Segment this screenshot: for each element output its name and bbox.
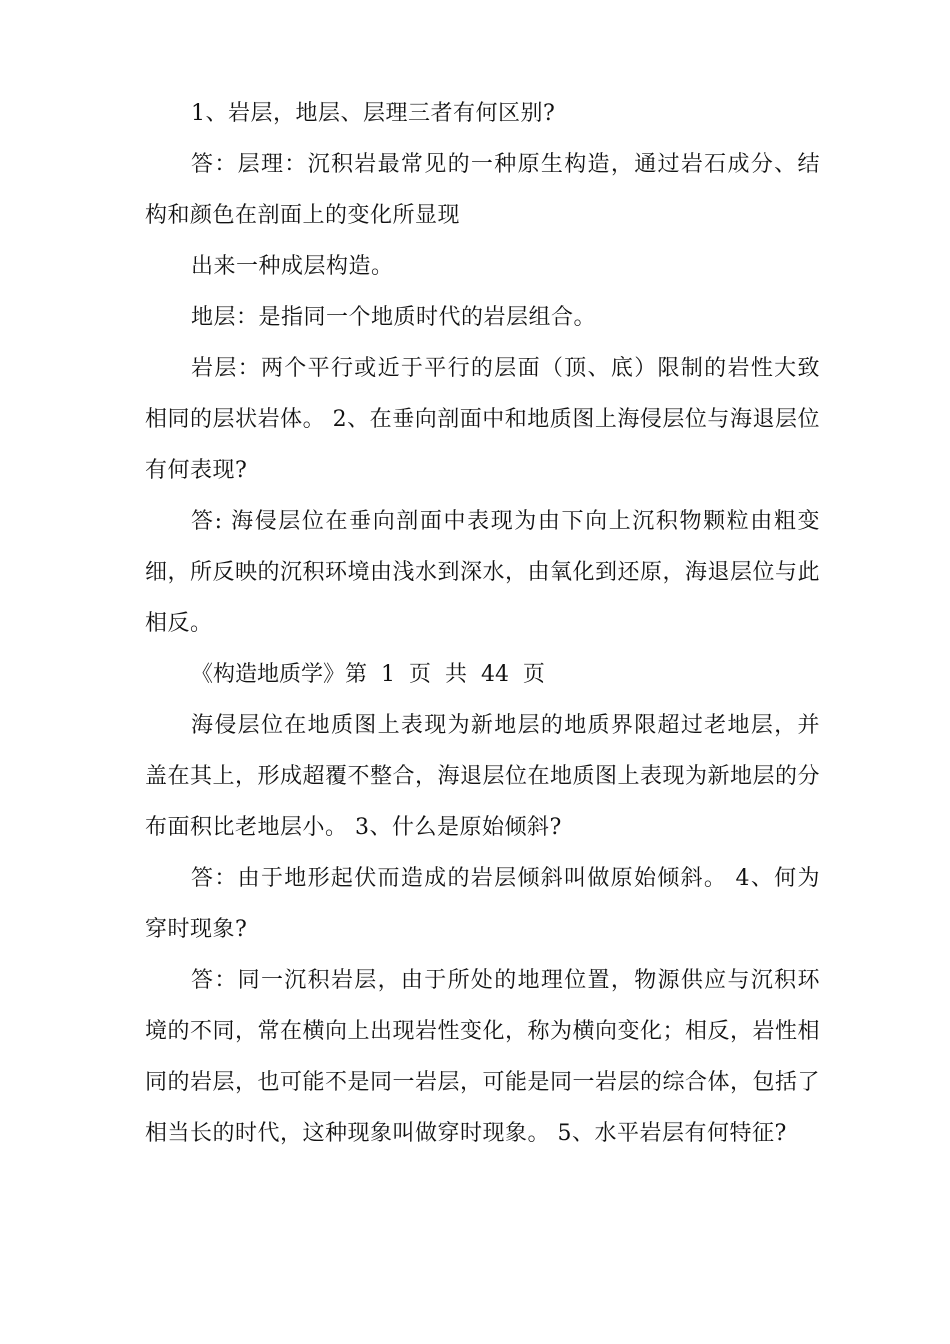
page-footer: 《构造地质学》第 1 页 共 44 页: [191, 662, 545, 687]
answer-4-and-question-5: 答：同一沉积岩层，由于所处的地理位置，物源供应与沉积环境的不同，常在横向上出现岩性变化，称为横向变化；相反，岩性相同的岩层，也可能不是同一岩层，可能是同一岩层的综合体，包括了相当长的时代，这种现象叫做穿时现象。 5、水平岩层有何特征?: [145, 968, 821, 1146]
answer-1-bedding: 答：层理：沉积岩最常见的一种原生构造，通过岩石成分、结构和颜色在剖面上的变化所显现: [145, 152, 820, 228]
answer-3-and-question-4: 答：由于地形起伏而造成的岩层倾斜叫做原始倾斜。 4、何为穿时现象?: [145, 866, 820, 942]
answer-1-rock-layer-and-question-2: 岩层：两个平行或近于平行的层面（顶、底）限制的岩性大致相同的层状岩体。 2、在垂向剖面中和地质图上海侵层位与海退层位有何表现?: [145, 356, 820, 483]
answer-1-bedding-continued: 出来一种成层构造。: [191, 254, 394, 279]
answer-2-part-2-and-question-3: 海侵层位在地质图上表现为新地层的地质界限超过老地层，并盖在其上，形成超覆不整合，海退层位在地质图上表现为新地层的分布面积比老地层小。 3、什么是原始倾斜?: [145, 713, 821, 840]
answer-2-part-1: 答: 海侵层位在垂向剖面中表现为由下向上沉积物颗粒由粗变细，所反映的沉积环境由浅水到深水，由氧化到还原，海退层位与此相反。: [145, 509, 821, 636]
answer-1-stratum: 地层：是指同一个地质时代的岩层组合。: [191, 305, 597, 330]
question-1: 1、岩层，地层、层理三者有何区别?: [191, 101, 556, 126]
